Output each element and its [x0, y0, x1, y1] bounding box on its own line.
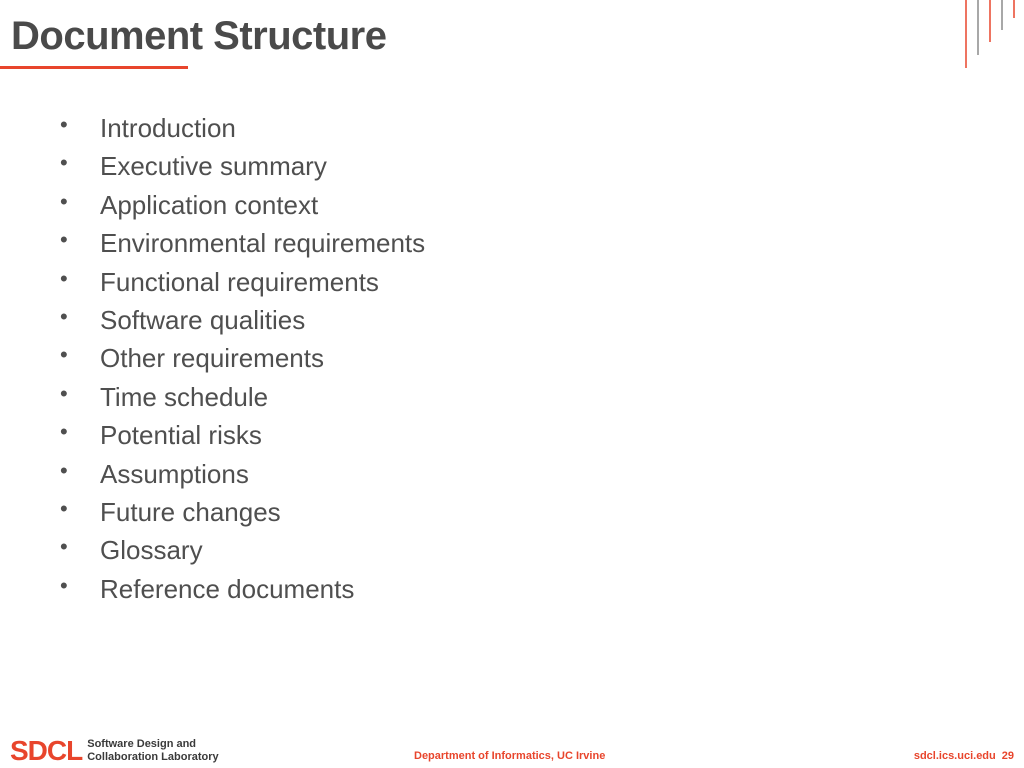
bullet-text: Assumptions: [100, 458, 249, 489]
bullet-text: Application context: [100, 189, 319, 220]
logo-subtitle-line2: Collaboration Laboratory: [87, 751, 219, 763]
footer-right: [914, 750, 1014, 762]
bullet-icon: •: [60, 303, 68, 329]
list-item: [60, 571, 425, 609]
bullet-icon: •: [60, 380, 68, 406]
bullet-text: Environmental requirements: [100, 228, 426, 259]
footer-department: Department of Informatics, UC Irvine: [414, 750, 606, 762]
logo-subtitle: [87, 738, 218, 764]
bullet-text: Functional requirements: [100, 266, 379, 297]
bullet-text: Software qualities: [100, 304, 306, 335]
list-item: [60, 379, 425, 417]
list-item: [60, 456, 425, 494]
bullet-text: Time schedule: [100, 381, 269, 412]
list-item: [60, 494, 425, 532]
bullet-text: Other requirements: [100, 343, 324, 374]
bullet-icon: •: [60, 150, 68, 176]
bullet-icon: •: [60, 457, 68, 483]
bullet-text: Future changes: [100, 496, 281, 527]
bullet-icon: •: [60, 227, 68, 253]
list-item: [60, 225, 425, 263]
bullet-icon: •: [60, 342, 68, 368]
footer-url: sdcl.ics.uci.edu: [913, 750, 996, 762]
list-item: [60, 532, 425, 570]
bullet-text: Introduction: [100, 113, 236, 143]
footer-logo: [10, 736, 219, 766]
list-item: [60, 187, 425, 225]
corner-decoration: [964, 0, 1024, 70]
bullet-icon: •: [60, 265, 68, 291]
bullet-text: Glossary: [100, 535, 203, 566]
list-item: [60, 340, 425, 378]
bullet-icon: •: [60, 495, 68, 521]
list-item: [60, 302, 425, 340]
bullet-list: [60, 110, 425, 609]
bullet-icon: •: [60, 572, 68, 598]
slide-title: Document Structure: [11, 14, 387, 58]
bullet-icon: •: [60, 188, 68, 214]
list-item: [60, 417, 425, 455]
title-underline: [0, 66, 188, 69]
list-item: [60, 110, 425, 148]
bullet-icon: •: [60, 534, 68, 560]
logo-subtitle-line1: Software Design and: [87, 738, 197, 750]
bullet-icon: •: [60, 112, 68, 137]
list-item: [60, 148, 425, 186]
logo-wordmark: SDCL: [10, 735, 83, 766]
bullet-icon: •: [60, 419, 68, 445]
bullet-text: Reference documents: [100, 573, 355, 604]
bullet-text: Executive summary: [100, 151, 327, 182]
bullet-text: Potential risks: [100, 420, 262, 451]
list-item: [60, 264, 425, 302]
page-number: 29: [1001, 750, 1014, 762]
